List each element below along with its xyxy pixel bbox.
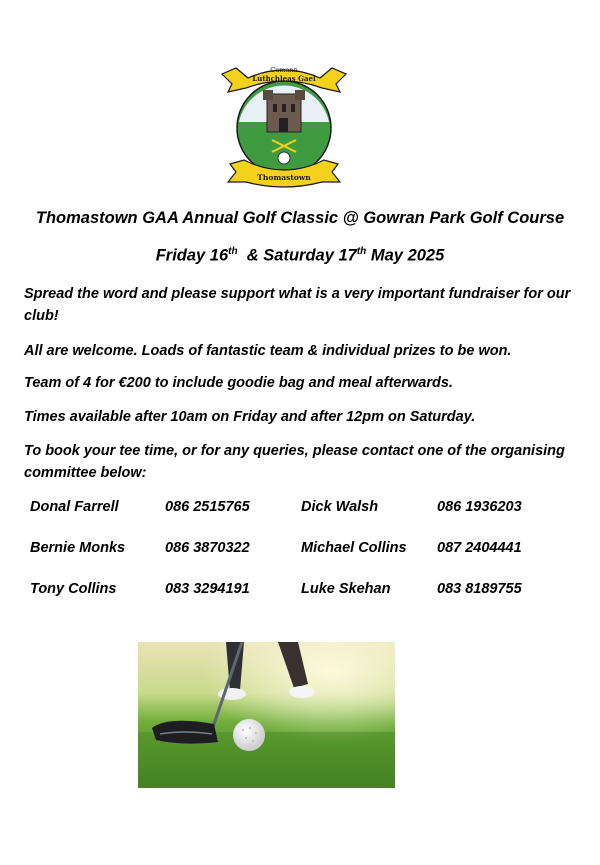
golf-photo: [138, 642, 395, 788]
contact-row: [30, 578, 570, 619]
intro-paragraph: Spread the word and please support what is a very important fundraiser for our club!: [24, 286, 571, 324]
contact-row: [30, 537, 570, 578]
svg-text:Luthchleas Gael: Luthchleas Gael: [252, 74, 316, 83]
contact-row: [30, 496, 570, 537]
contact-name: Michael Collins: [301, 540, 407, 556]
club-crest-logo: [218, 60, 350, 190]
contact-phone: 083 8189755: [437, 581, 522, 597]
contact-phone: 087 2404441: [437, 540, 522, 556]
svg-text:Cumann: Cumann: [270, 66, 298, 74]
contact-phone: 086 2515765: [165, 499, 250, 515]
contact-name: Tony Collins: [30, 581, 117, 597]
price-paragraph: Team of 4 for €200 to include goodie bag and meal afterwards.: [24, 375, 453, 391]
event-title: Thomastown GAA Annual Golf Classic @ Gowran Park Golf Course: [35, 209, 565, 227]
times-paragraph: Times available after 10am on Friday and after 12pm on Saturday.: [24, 409, 476, 425]
svg-text:Thomastown: Thomastown: [257, 173, 311, 182]
contact-name: Bernie Monks: [30, 540, 126, 556]
contact-phone: 083 3294191: [165, 581, 250, 597]
contact-name: Dick Walsh: [301, 499, 379, 515]
event-dates: Friday 16th & Saturday 17th May 2025: [155, 246, 445, 265]
contact-phone: 086 1936203: [437, 499, 522, 515]
welcome-paragraph: All are welcome. Loads of fantastic team & individual prizes to be won.: [24, 343, 512, 359]
booking-paragraph: To book your tee time, or for any queries, please contact one of the organising committee below:: [24, 443, 565, 481]
contact-phone: 086 3870322: [165, 540, 250, 556]
committee-contacts: [30, 496, 570, 619]
contact-name: Donal Farrell: [30, 499, 119, 515]
contact-name: Luke Skehan: [301, 581, 391, 597]
